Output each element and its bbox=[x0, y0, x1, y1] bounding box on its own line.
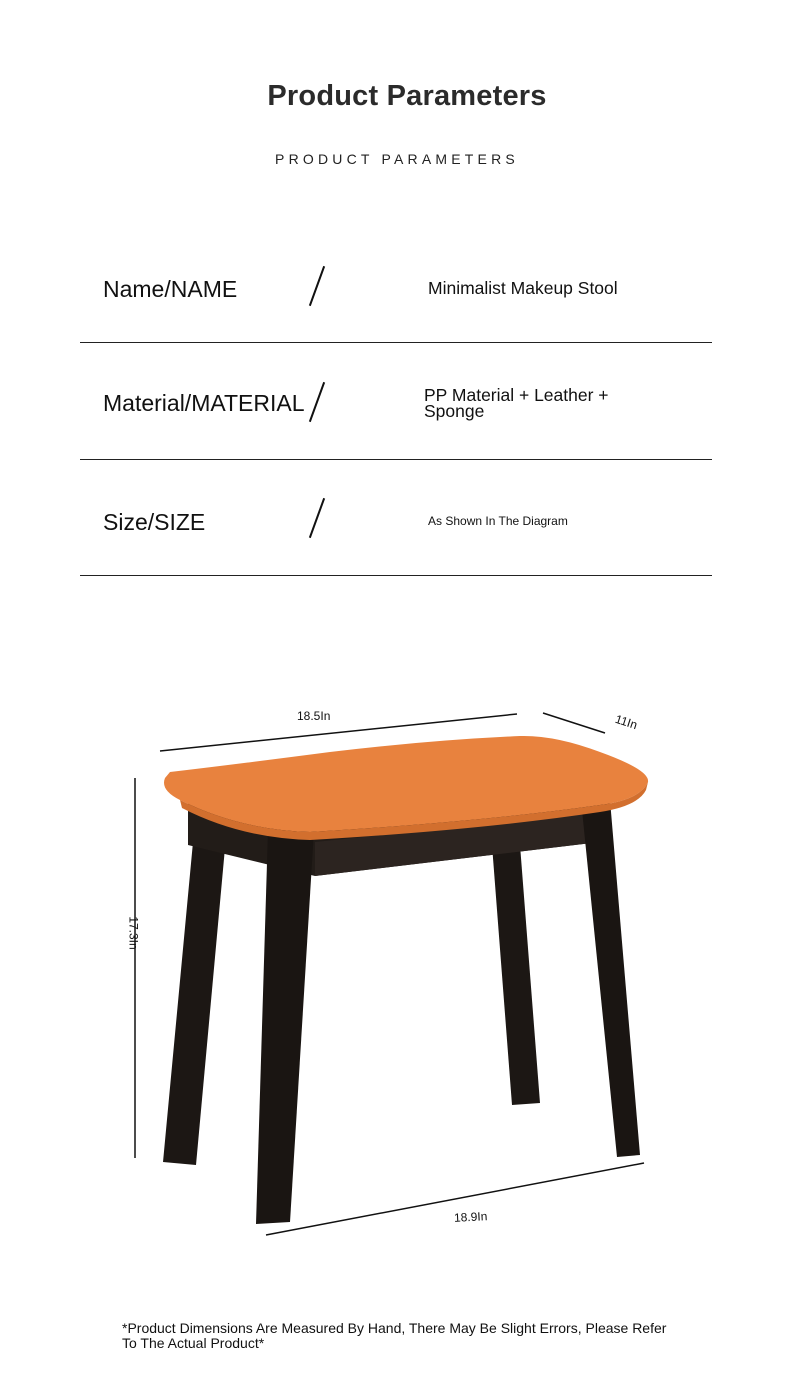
dimension-depth: 11In bbox=[613, 711, 640, 733]
dimension-top-length: 18.5In bbox=[297, 709, 331, 723]
measurement-note bbox=[122, 1321, 682, 1351]
stool-leg-back-right bbox=[492, 845, 540, 1105]
dimension-height: 17.3In bbox=[126, 916, 141, 950]
stool-leg-front-left bbox=[256, 830, 314, 1224]
page-subtitle: PRODUCT PARAMETERS bbox=[275, 151, 519, 167]
param-value-material-line1: PP Material + Leather + bbox=[424, 385, 609, 405]
param-value-size: As Shown In The Diagram bbox=[428, 514, 568, 528]
depth-line bbox=[543, 713, 605, 733]
stool-leg-back-left bbox=[163, 810, 228, 1165]
param-value-material-line2: Sponge bbox=[424, 401, 485, 421]
stool-leg-front-right bbox=[581, 800, 640, 1157]
dimension-bottom-length: 18.9In bbox=[453, 1209, 488, 1225]
measurement-note-line2: To The Actual Product* bbox=[122, 1335, 265, 1351]
param-label-material: Material/MATERIAL bbox=[103, 390, 305, 416]
param-value-name: Minimalist Makeup Stool bbox=[428, 278, 618, 298]
param-label-name: Name/NAME bbox=[103, 276, 238, 302]
measurement-note-line1: *Product Dimensions Are Measured By Hand, There May Be Slight Errors, Please Refer bbox=[122, 1320, 667, 1336]
param-label-size: Size/SIZE bbox=[103, 509, 206, 535]
page-title: Product Parameters bbox=[267, 80, 547, 112]
